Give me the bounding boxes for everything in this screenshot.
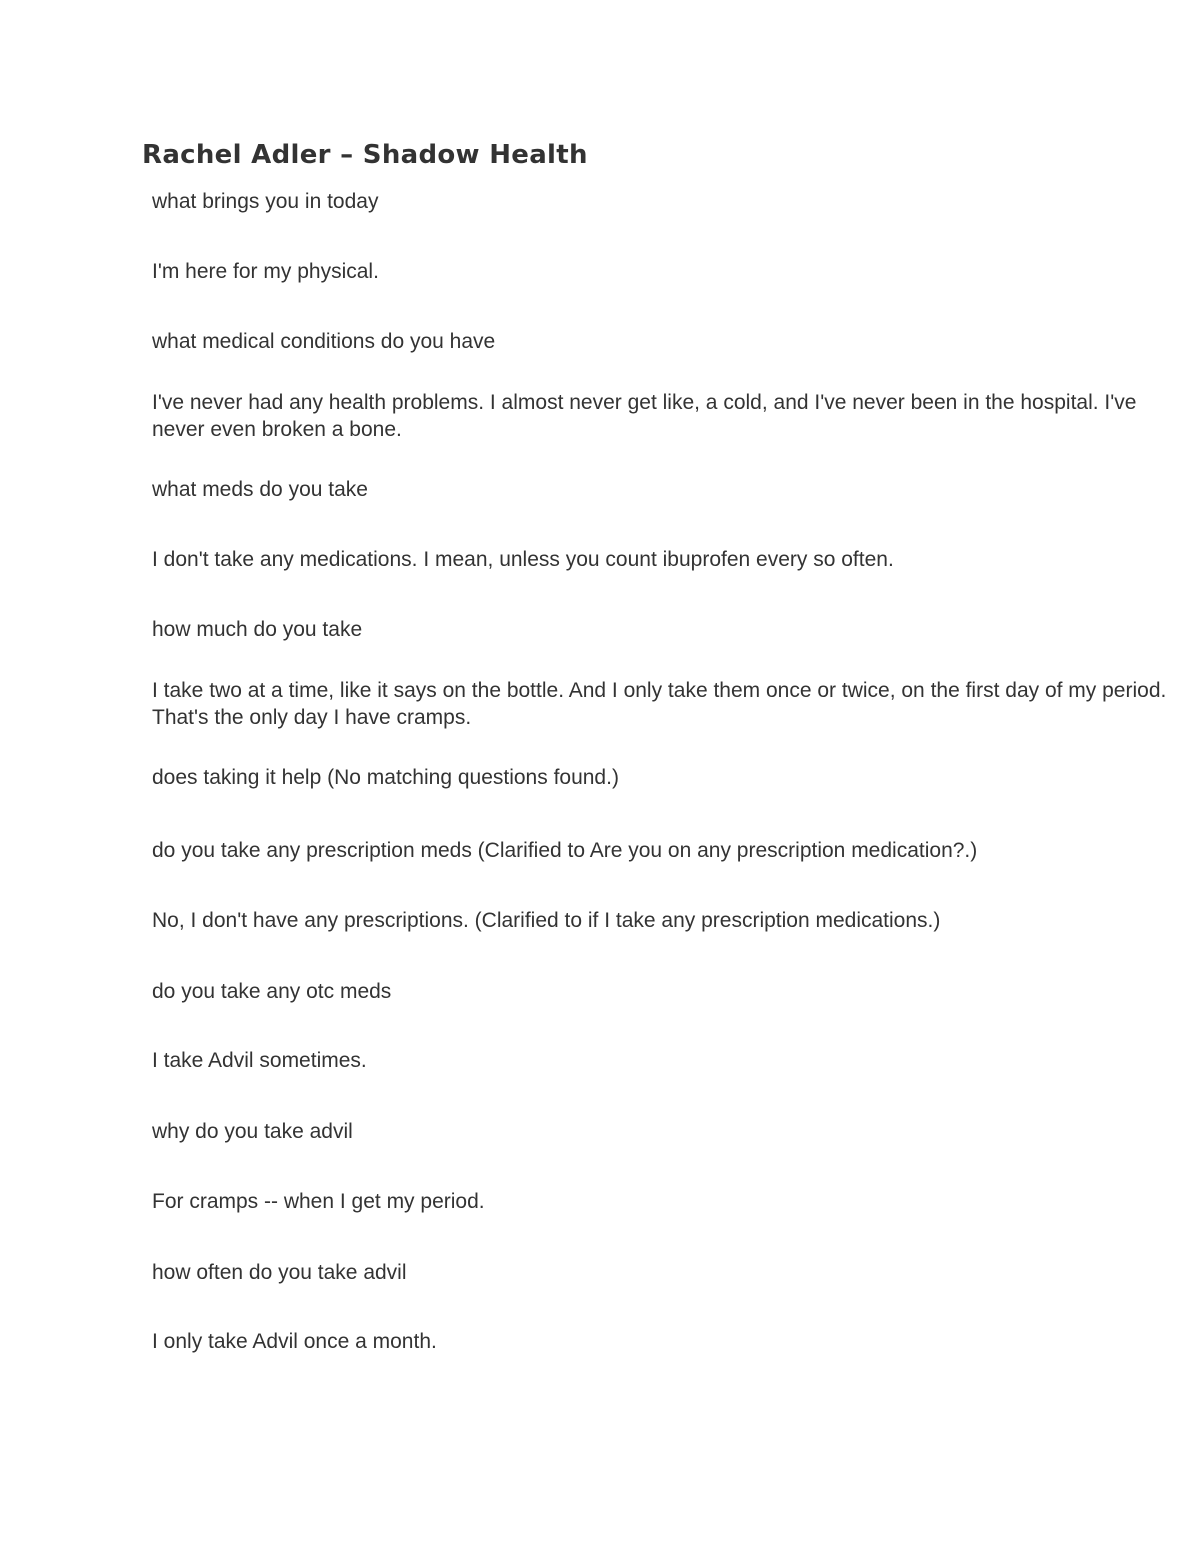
- question-text: do you take any prescription meds (Clarified to Are you on any prescription medication?.): [152, 839, 978, 862]
- document-title: Rachel Adler – Shadow Health: [142, 140, 588, 170]
- answer-text: I take Advil sometimes.: [152, 1049, 367, 1072]
- question-text: what meds do you take: [152, 478, 368, 501]
- question-text: why do you take advil: [152, 1120, 353, 1143]
- question-text: how often do you take advil: [152, 1261, 407, 1284]
- question-text: what medical conditions do you have: [152, 330, 496, 353]
- answer-text: I don't take any medications. I mean, unless you count ibuprofen every so often.: [152, 548, 894, 571]
- answer-text: I take two at a time, like it says on the bottle. And I only take them once or twice, on the first day of my period. That's the only day I have cramps.: [152, 679, 1167, 729]
- answer-text: No, I don't have any prescriptions. (Clarified to if I take any prescription medications.): [152, 909, 941, 932]
- question-text: what brings you in today: [152, 190, 379, 213]
- answer-text: For cramps -- when I get my period.: [152, 1190, 485, 1213]
- question-text: how much do you take: [152, 618, 363, 641]
- question-text: do you take any otc meds: [152, 980, 392, 1003]
- question-text: does taking it help (No matching questions found.): [152, 766, 619, 789]
- answer-text: I've never had any health problems. I almost never get like, a cold, and I've never been in the hospital. I've never even broken a bone.: [152, 391, 1137, 441]
- answer-text: I'm here for my physical.: [152, 260, 379, 283]
- answer-text: I only take Advil once a month.: [152, 1330, 437, 1353]
